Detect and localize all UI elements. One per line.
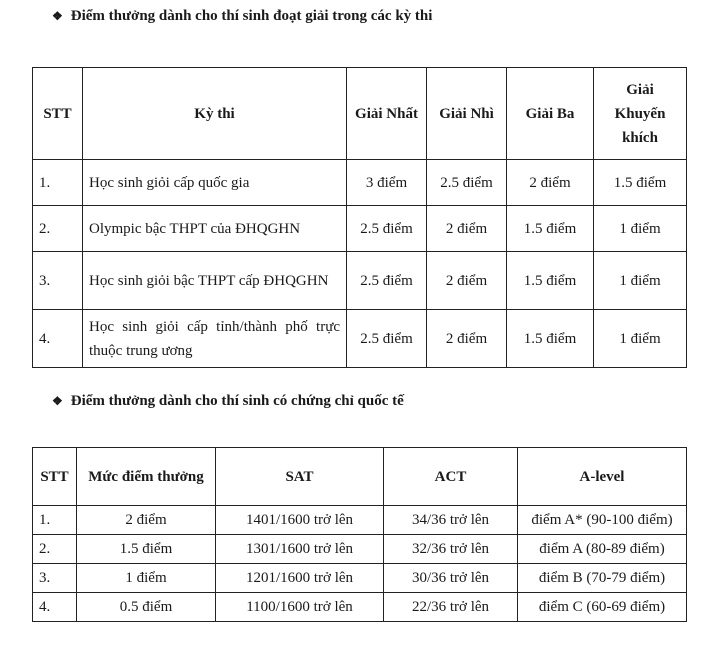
certificate-bonus-table — [32, 447, 687, 622]
row-bonus-level: 1 điểm — [77, 564, 216, 593]
table-header-row — [33, 68, 687, 160]
row-act: 30/36 trở lên — [384, 564, 518, 593]
row-third-prize: 1.5 điểm — [507, 310, 594, 368]
row-a-level: điểm A* (90-100 điểm) — [518, 506, 687, 535]
col-header-bonus-level: Mức điểm thưởng — [77, 448, 216, 506]
row-sat: 1100/1600 trở lên — [216, 593, 384, 622]
row-a-level: điểm B (70-79 điểm) — [518, 564, 687, 593]
row-a-level: điểm A (80-89 điểm) — [518, 535, 687, 564]
table-row — [33, 310, 687, 368]
row-first-prize: 2.5 điểm — [347, 252, 427, 310]
row-competition: Học sinh giỏi cấp quốc gia — [83, 160, 347, 206]
section2-heading — [52, 393, 404, 410]
row-stt: 4. — [33, 593, 77, 622]
row-sat: 1401/1600 trở lên — [216, 506, 384, 535]
table-row — [33, 506, 687, 535]
row-bonus-level: 2 điểm — [77, 506, 216, 535]
table-row — [33, 206, 687, 252]
row-stt: 1. — [33, 506, 77, 535]
row-consolation-prize: 1 điểm — [594, 310, 687, 368]
row-competition: Học sinh giỏi cấp tỉnh/thành phố trực thuộc trung ương — [83, 310, 347, 368]
section1-heading — [52, 8, 432, 25]
row-consolation-prize: 1 điểm — [594, 206, 687, 252]
row-consolation-prize: 1 điểm — [594, 252, 687, 310]
col-header-act: ACT — [384, 448, 518, 506]
table-header-row — [33, 448, 687, 506]
section1-title: Điểm thưởng dành cho thí sinh đoạt giải trong các kỳ thi — [70, 8, 433, 24]
row-act: 34/36 trở lên — [384, 506, 518, 535]
row-second-prize: 2 điểm — [427, 310, 507, 368]
col-header-stt: STT — [33, 448, 77, 506]
section2-title: Điểm thưởng dành cho thí sinh có chứng chỉ quốc tế — [70, 393, 404, 409]
table-row — [33, 535, 687, 564]
col-header-consolation-prize: Giải Khuyến khích — [594, 68, 687, 160]
row-act: 22/36 trở lên — [384, 593, 518, 622]
row-first-prize: 2.5 điểm — [347, 206, 427, 252]
table-row — [33, 160, 687, 206]
row-stt: 4. — [33, 310, 83, 368]
table-row — [33, 564, 687, 593]
table-row — [33, 593, 687, 622]
table-row — [33, 252, 687, 310]
row-bonus-level: 0.5 điểm — [77, 593, 216, 622]
row-stt: 3. — [33, 564, 77, 593]
diamond-bullet-icon: ❖ — [52, 9, 63, 23]
row-consolation-prize: 1.5 điểm — [594, 160, 687, 206]
col-header-first-prize: Giải Nhất — [347, 68, 427, 160]
row-bonus-level: 1.5 điểm — [77, 535, 216, 564]
col-header-competition: Kỳ thi — [83, 68, 347, 160]
row-third-prize: 1.5 điểm — [507, 206, 594, 252]
col-header-third-prize: Giải Ba — [507, 68, 594, 160]
row-sat: 1301/1600 trở lên — [216, 535, 384, 564]
row-stt: 2. — [33, 535, 77, 564]
row-sat: 1201/1600 trở lên — [216, 564, 384, 593]
diamond-bullet-icon: ❖ — [52, 394, 63, 408]
competition-bonus-table — [32, 67, 687, 368]
row-third-prize: 1.5 điểm — [507, 252, 594, 310]
row-first-prize: 3 điểm — [347, 160, 427, 206]
col-header-stt: STT — [33, 68, 83, 160]
row-act: 32/36 trở lên — [384, 535, 518, 564]
row-stt: 2. — [33, 206, 83, 252]
row-competition: Học sinh giỏi bậc THPT cấp ĐHQGHN — [83, 252, 347, 310]
col-header-a-level: A-level — [518, 448, 687, 506]
row-second-prize: 2 điểm — [427, 206, 507, 252]
row-second-prize: 2 điểm — [427, 252, 507, 310]
row-first-prize: 2.5 điểm — [347, 310, 427, 368]
row-second-prize: 2.5 điểm — [427, 160, 507, 206]
row-competition: Olympic bậc THPT của ĐHQGHN — [83, 206, 347, 252]
col-header-second-prize: Giải Nhì — [427, 68, 507, 160]
row-a-level: điểm C (60-69 điểm) — [518, 593, 687, 622]
row-stt: 1. — [33, 160, 83, 206]
row-third-prize: 2 điểm — [507, 160, 594, 206]
row-stt: 3. — [33, 252, 83, 310]
col-header-sat: SAT — [216, 448, 384, 506]
